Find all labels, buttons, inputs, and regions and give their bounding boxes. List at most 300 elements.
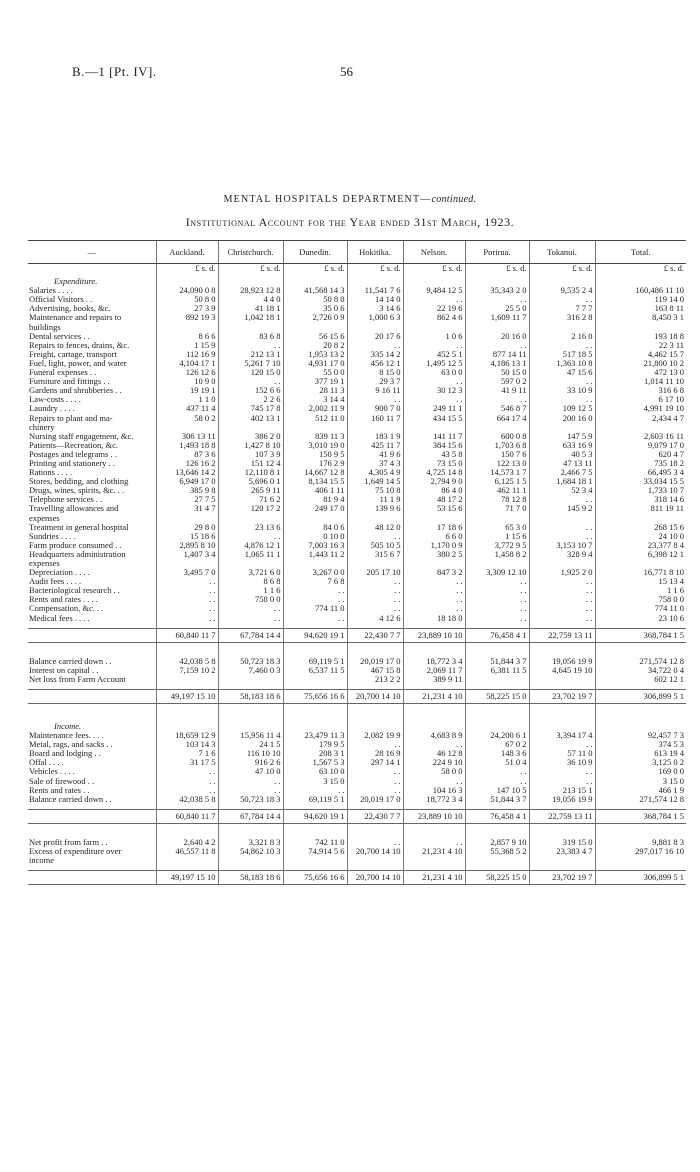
cell-value: 14,573 1 7 — [465, 468, 529, 477]
cell-value: . . — [218, 532, 283, 541]
cell-value — [465, 559, 529, 568]
cell-value: 3 14 4 — [283, 395, 347, 404]
cell-value: 1,170 0 9 — [403, 541, 465, 550]
row-label: Balance carried down . . — [29, 655, 112, 666]
cell-value: . . — [156, 767, 218, 776]
cell-value: 28 11 3 — [283, 386, 347, 395]
row-label: Funeral expenses . . — [29, 367, 97, 378]
cell-value: 107 3 9 — [218, 450, 283, 459]
row-label — [28, 809, 156, 823]
cell-value: . . — [347, 341, 403, 350]
row-label — [28, 642, 156, 657]
cell-value: 87 3 6 — [156, 450, 218, 459]
cell-value: 1 0 6 — [403, 332, 465, 341]
cell-value: 58,225 15 0 — [465, 871, 529, 885]
cell-value: 24,200 6 1 — [465, 731, 529, 740]
cell-value: . . — [465, 777, 529, 786]
cell-value: 546 8 7 — [465, 404, 529, 413]
cell-value: 2,640 4 2 — [156, 838, 218, 847]
col-header-hokitika: Hokitika. — [347, 241, 403, 264]
cell-value: 758 0 0 — [595, 595, 686, 604]
row-label: income — [29, 854, 55, 865]
cell-value: 368,784 1 5 — [595, 809, 686, 823]
cell-value: 20,019 17 0 — [347, 795, 403, 804]
cell-value: 69,119 5 1 — [283, 657, 347, 666]
cell-value — [465, 703, 529, 718]
cell-value: 28,923 12 8 — [218, 286, 283, 295]
cell-value: 265 9 11 — [218, 486, 283, 495]
cell-value — [595, 514, 686, 523]
cell-value — [283, 823, 347, 838]
cell-value: 147 5 9 — [529, 432, 595, 441]
table-row — [28, 595, 686, 604]
cell-value — [403, 823, 465, 838]
cell-value: 4,931 17 0 — [283, 359, 347, 368]
cell-value — [529, 718, 595, 731]
cell-value — [595, 559, 686, 568]
spacer-row — [28, 703, 686, 718]
cell-value: 63 10 0 — [283, 767, 347, 776]
cell-value: 14 14 0 — [347, 295, 403, 304]
cell-value: . . — [218, 777, 283, 786]
cell-value: 916 2 6 — [218, 758, 283, 767]
cell-value — [403, 323, 465, 332]
table-row — [28, 795, 686, 804]
cell-value — [156, 273, 218, 286]
cell-value: 50 15 0 — [465, 368, 529, 377]
cell-value: 402 13 1 — [218, 414, 283, 423]
row-label: Interest on capital . . — [29, 664, 99, 675]
row-label: Nursing staff engagement, &c. — [29, 430, 134, 441]
cell-value — [156, 559, 218, 568]
cell-value: 46,557 11 8 — [156, 847, 218, 856]
cell-value: 7 7 7 — [529, 304, 595, 313]
cell-value: . . — [465, 586, 529, 595]
table-row — [28, 657, 686, 666]
cell-value: 41 18 1 — [218, 304, 283, 313]
cell-value: . . — [347, 595, 403, 604]
cell-value: 297 14 1 — [347, 758, 403, 767]
cell-value: 386 2 0 — [218, 432, 283, 441]
cell-value: 1,458 8 2 — [465, 550, 529, 559]
cell-value: . . — [529, 614, 595, 623]
cell-value: . . — [529, 523, 595, 532]
cell-value — [218, 273, 283, 286]
cell-value: 4,186 13 1 — [465, 359, 529, 368]
cell-value: 67,784 14 4 — [218, 628, 283, 642]
cell-value: 103 14 3 — [156, 740, 218, 749]
table-row — [28, 286, 686, 295]
cell-value: 9,079 17 0 — [595, 441, 686, 450]
cell-value: 862 4 6 — [403, 313, 465, 322]
cell-value: 51,844 3 7 — [465, 657, 529, 666]
cell-value: 1,042 18 1 — [218, 313, 283, 322]
cell-value: 51,844 3 7 — [465, 795, 529, 804]
cell-value — [403, 514, 465, 523]
cell-value: 1,925 2 0 — [529, 568, 595, 577]
cell-value: . . — [156, 577, 218, 586]
cell-value: 4,104 17 1 — [156, 359, 218, 368]
cell-value: . . — [529, 586, 595, 595]
section-heading — [28, 273, 686, 286]
cell-value — [218, 856, 283, 865]
cell-value: 306 13 11 — [156, 432, 218, 441]
cell-value: 385 9 8 — [156, 486, 218, 495]
table-row — [28, 523, 686, 532]
cell-value — [595, 823, 686, 838]
cell-value: 1,493 18 8 — [156, 441, 218, 450]
cell-value: . . — [218, 341, 283, 350]
column-header-row — [28, 241, 686, 264]
row-label: Treatment in general hospital — [29, 521, 129, 532]
cell-value: 3,394 17 4 — [529, 731, 595, 740]
cell-value: 249 11 1 — [403, 404, 465, 413]
cell-value: 7,003 16 3 — [283, 541, 347, 550]
cell-value: 3,495 7 0 — [156, 568, 218, 577]
cell-value: 1,495 12 5 — [403, 359, 465, 368]
cell-value — [465, 718, 529, 731]
cell-value: 22,430 7 7 — [347, 809, 403, 823]
row-label: Advertising, books, &c. — [29, 303, 111, 314]
cell-value: 1,363 10 8 — [529, 359, 595, 368]
cell-value: 49,197 15 10 — [156, 689, 218, 703]
document-title — [0, 194, 700, 205]
table-row — [28, 568, 686, 577]
table-row — [28, 550, 686, 559]
cell-value: . . — [156, 604, 218, 613]
row-label: Travelling allowances and — [29, 503, 119, 514]
table-row — [28, 586, 686, 595]
cell-value — [347, 559, 403, 568]
cell-value — [465, 323, 529, 332]
row-label: Expenditure. — [54, 276, 98, 287]
cell-value: 8 6 6 — [156, 332, 218, 341]
cell-value: 4,645 19 10 — [529, 666, 595, 675]
cell-value: 47 13 11 — [529, 459, 595, 468]
cell-value: 22,759 13 11 — [529, 809, 595, 823]
cell-value: 119 14 0 — [595, 295, 686, 304]
row-label: Headquarters administration — [29, 548, 126, 559]
cell-value: 10 9 0 — [156, 377, 218, 386]
cell-value: 58,183 18 6 — [218, 871, 283, 885]
cell-value: 18,659 12 9 — [156, 731, 218, 740]
cell-value: 12,110 8 1 — [218, 468, 283, 477]
cell-value: 268 15 6 — [595, 523, 686, 532]
cell-value: 160,486 11 10 — [595, 286, 686, 295]
cell-value — [529, 273, 595, 286]
cell-value: 4 4 0 — [218, 295, 283, 304]
cell-value: 35 0 6 — [283, 304, 347, 313]
cell-value: 7 1 6 — [156, 749, 218, 758]
table-row — [28, 377, 686, 386]
cell-value: 75,656 16 6 — [283, 689, 347, 703]
cell-value: 620 4 7 — [595, 450, 686, 459]
cell-value: £ s. d. — [347, 264, 403, 274]
cell-value: . . — [403, 377, 465, 386]
cell-value: 2,069 11 7 — [403, 666, 465, 675]
table-row — [28, 838, 686, 847]
cell-value: 76,458 4 1 — [465, 628, 529, 642]
row-label: Furniture and fittings . . — [29, 376, 110, 387]
col-header-dunedin: Dunedin. — [283, 241, 347, 264]
cell-value: 892 19 3 — [156, 313, 218, 322]
cell-value: 1,427 8 10 — [218, 441, 283, 450]
cell-value: 92,457 7 3 — [595, 731, 686, 740]
cell-value: 42,038 5 8 — [156, 657, 218, 666]
cell-value: . . — [465, 341, 529, 350]
cell-value: 65 3 0 — [465, 523, 529, 532]
cell-value — [347, 423, 403, 432]
row-label: buildings — [29, 321, 61, 332]
cell-value: . . — [529, 495, 595, 504]
row-label: Compensation, &c. . . — [29, 603, 104, 614]
cell-value — [283, 323, 347, 332]
cell-value: 19,056 19 9 — [529, 795, 595, 804]
cell-value: 847 3 2 — [403, 568, 465, 577]
section-heading — [28, 718, 686, 731]
cell-value: . . — [465, 595, 529, 604]
cell-value — [218, 559, 283, 568]
cell-value: . . — [403, 740, 465, 749]
cell-value: 52 3 4 — [529, 486, 595, 495]
cell-value — [595, 273, 686, 286]
cell-value — [529, 559, 595, 568]
table-row — [28, 304, 686, 313]
cell-value — [347, 642, 403, 657]
table-row — [28, 577, 686, 586]
row-label — [28, 823, 156, 838]
cell-value: 4,305 4 9 — [347, 468, 403, 477]
table-row — [28, 847, 686, 856]
col-header-porirua: Porirua. — [465, 241, 529, 264]
cell-value: 213 15 1 — [529, 786, 595, 795]
title-continued: continued. — [431, 194, 477, 205]
cell-value: 306,899 5 1 — [595, 871, 686, 885]
cell-value: 86 4 0 — [403, 486, 465, 495]
cell-value: 208 3 1 — [283, 749, 347, 758]
cell-value — [347, 323, 403, 332]
cell-value: 147 10 5 — [465, 786, 529, 795]
cell-value — [218, 514, 283, 523]
cell-value: 23 13 6 — [218, 523, 283, 532]
cell-value: 3,309 12 10 — [465, 568, 529, 577]
cell-value: 139 9 6 — [347, 504, 403, 513]
cell-value: 84 0 6 — [283, 523, 347, 532]
row-label: Dental services . . — [29, 330, 90, 341]
cell-value — [156, 423, 218, 432]
table-row — [28, 459, 686, 468]
cell-value: 315 6 7 — [347, 550, 403, 559]
cell-value: 2,726 0 9 — [283, 313, 347, 322]
table-row — [28, 441, 686, 450]
cell-value: . . — [529, 532, 595, 541]
table-row — [28, 323, 686, 332]
cell-value: 13,646 14 2 — [156, 468, 218, 477]
cell-value: 2,466 7 5 — [529, 468, 595, 477]
cell-value: . . — [403, 577, 465, 586]
cell-value: 58 0 0 — [403, 767, 465, 776]
cell-value — [283, 718, 347, 731]
table-row — [28, 749, 686, 758]
cell-value: 900 7 0 — [347, 404, 403, 413]
cell-value: 271,574 12 8 — [595, 657, 686, 666]
cell-value: 47 15 6 — [529, 368, 595, 377]
cell-value: 735 18 2 — [595, 459, 686, 468]
cell-value — [465, 823, 529, 838]
row-label: Rations . . . . — [29, 467, 72, 478]
cell-value: 456 12 1 — [347, 359, 403, 368]
grand-total-row — [28, 689, 686, 703]
cell-value — [529, 823, 595, 838]
row-label: Rents and rates . . . . — [29, 594, 98, 605]
cell-value: . . — [347, 838, 403, 847]
row-label — [28, 689, 156, 703]
cell-value: 120 15 0 — [218, 368, 283, 377]
cell-value: 5,261 7 10 — [218, 359, 283, 368]
cell-value: 466 1 9 — [595, 786, 686, 795]
cell-value: 249 17 0 — [283, 504, 347, 513]
cell-value — [283, 514, 347, 523]
cell-value: 21,231 4 10 — [403, 689, 465, 703]
cell-value: 22 3 11 — [595, 341, 686, 350]
cell-value: 2,794 9 0 — [403, 477, 465, 486]
cell-value: 23,479 11 3 — [283, 731, 347, 740]
cell-value: 774 11 0 — [595, 604, 686, 613]
row-label: Patients—Recreation, &c. — [29, 439, 118, 450]
cell-value: 50 8 0 — [283, 295, 347, 304]
cell-value: 148 3 6 — [465, 749, 529, 758]
table-row — [28, 432, 686, 441]
cell-value: 75,656 16 6 — [283, 871, 347, 885]
cell-value: 18,772 3 4 — [403, 795, 465, 804]
row-label: Freight, cartage, transport — [29, 348, 117, 359]
cell-value: 380 2 5 — [403, 550, 465, 559]
cell-value: 18 18 0 — [403, 614, 465, 623]
cell-value: 1,065 11 1 — [218, 550, 283, 559]
cell-value: 374 5 3 — [595, 740, 686, 749]
cell-value — [218, 675, 283, 684]
table-row — [28, 404, 686, 413]
col-header-total: Total. — [595, 241, 686, 264]
row-label: Printing and stationery . . — [29, 457, 115, 468]
cell-value: 163 8 11 — [595, 304, 686, 313]
cell-value: 2,082 19 9 — [347, 731, 403, 740]
table-row — [28, 532, 686, 541]
cell-value: 7,159 10 2 — [156, 666, 218, 675]
cell-value: . . — [403, 777, 465, 786]
cell-value — [595, 718, 686, 731]
row-label: Salaries . . . . — [29, 285, 73, 296]
cell-value: . . — [529, 777, 595, 786]
cell-value: 18,772 3 4 — [403, 657, 465, 666]
cell-value: £ s. d. — [529, 264, 595, 274]
cell-value: . . — [347, 777, 403, 786]
cell-value — [283, 559, 347, 568]
cell-value — [595, 642, 686, 657]
cell-value: . . — [529, 395, 595, 404]
cell-value: 19 19 1 — [156, 386, 218, 395]
cell-value: 21,800 10 2 — [595, 359, 686, 368]
table-row — [28, 295, 686, 304]
cell-value: . . — [218, 786, 283, 795]
table-row — [28, 675, 686, 684]
cell-value: 9,484 12 5 — [403, 286, 465, 295]
cell-value — [403, 703, 465, 718]
cell-value: 126 12 6 — [156, 368, 218, 377]
cell-value: 20 16 0 — [465, 332, 529, 341]
col-header: — — [28, 241, 156, 264]
table-row — [28, 313, 686, 322]
cell-value: 58,183 18 6 — [218, 689, 283, 703]
cell-value: 8,450 3 1 — [595, 313, 686, 322]
cell-value: . . — [218, 614, 283, 623]
row-label: Repairs to plant and ma- — [29, 412, 113, 423]
cell-value — [403, 642, 465, 657]
cell-value: 109 12 5 — [529, 404, 595, 413]
cell-value: 21,231 4 10 — [403, 847, 465, 856]
cell-value: 1,443 11 2 — [283, 550, 347, 559]
row-label: Maintenance and repairs to — [29, 312, 122, 323]
cell-value: 29 3 7 — [347, 377, 403, 386]
cell-value: 0 10 0 — [283, 532, 347, 541]
cell-value: 50,723 18 3 — [218, 795, 283, 804]
row-label: Sundries . . . . — [29, 530, 76, 541]
table-row — [28, 414, 686, 423]
row-label: Bacteriological research . . — [29, 585, 120, 596]
cell-value: 22 19 6 — [403, 304, 465, 313]
cell-value: 745 17 8 — [218, 404, 283, 413]
row-label: Metal, rags, and sacks . . — [29, 739, 113, 750]
cell-value: 505 10 5 — [347, 541, 403, 550]
cell-value: . . — [529, 767, 595, 776]
cell-value: 19,056 19 9 — [529, 657, 595, 666]
cell-value: 122 13 0 — [465, 459, 529, 468]
table-body — [28, 264, 686, 885]
col-header-tokanui: Tokanui. — [529, 241, 595, 264]
cell-value: 57 11 0 — [529, 749, 595, 758]
row-label: Gardens and shrubberies . . — [29, 385, 122, 396]
cell-value: 15 13 4 — [595, 577, 686, 586]
cell-value: 83 6 8 — [218, 332, 283, 341]
cell-value: 94,620 19 1 — [283, 628, 347, 642]
cell-value: 7 6 8 — [283, 577, 347, 586]
cell-value: 21,231 4 10 — [403, 871, 465, 885]
cell-value: 60,840 11 7 — [156, 628, 218, 642]
cell-value: 48 17 2 — [403, 495, 465, 504]
cell-value: 3 14 6 — [347, 304, 403, 313]
row-label: Fuel, light, power, and water — [29, 357, 127, 368]
cell-value: 8 15 0 — [347, 368, 403, 377]
cell-value: 597 0 2 — [465, 377, 529, 386]
cell-value: 389 9 11 — [403, 675, 465, 684]
cell-value: . . — [529, 577, 595, 586]
cell-value: 3 15 0 — [283, 777, 347, 786]
cell-value: 633 16 9 — [529, 441, 595, 450]
row-label: chinery — [29, 421, 55, 432]
cell-value: 316 2 8 — [529, 313, 595, 322]
row-label: expenses — [29, 558, 60, 568]
cell-value: . . — [156, 586, 218, 595]
cell-value — [156, 675, 218, 684]
cell-value: 4,725 14 8 — [403, 468, 465, 477]
cell-value: 67 0 2 — [465, 740, 529, 749]
row-label: Medical fees . . . . — [29, 612, 90, 623]
cell-value: 22,430 7 7 — [347, 628, 403, 642]
cell-value: 46 12 8 — [403, 749, 465, 758]
cell-value: 58 0 2 — [156, 414, 218, 423]
cell-value: . . — [347, 740, 403, 749]
cell-value: 4,991 19 10 — [595, 404, 686, 413]
